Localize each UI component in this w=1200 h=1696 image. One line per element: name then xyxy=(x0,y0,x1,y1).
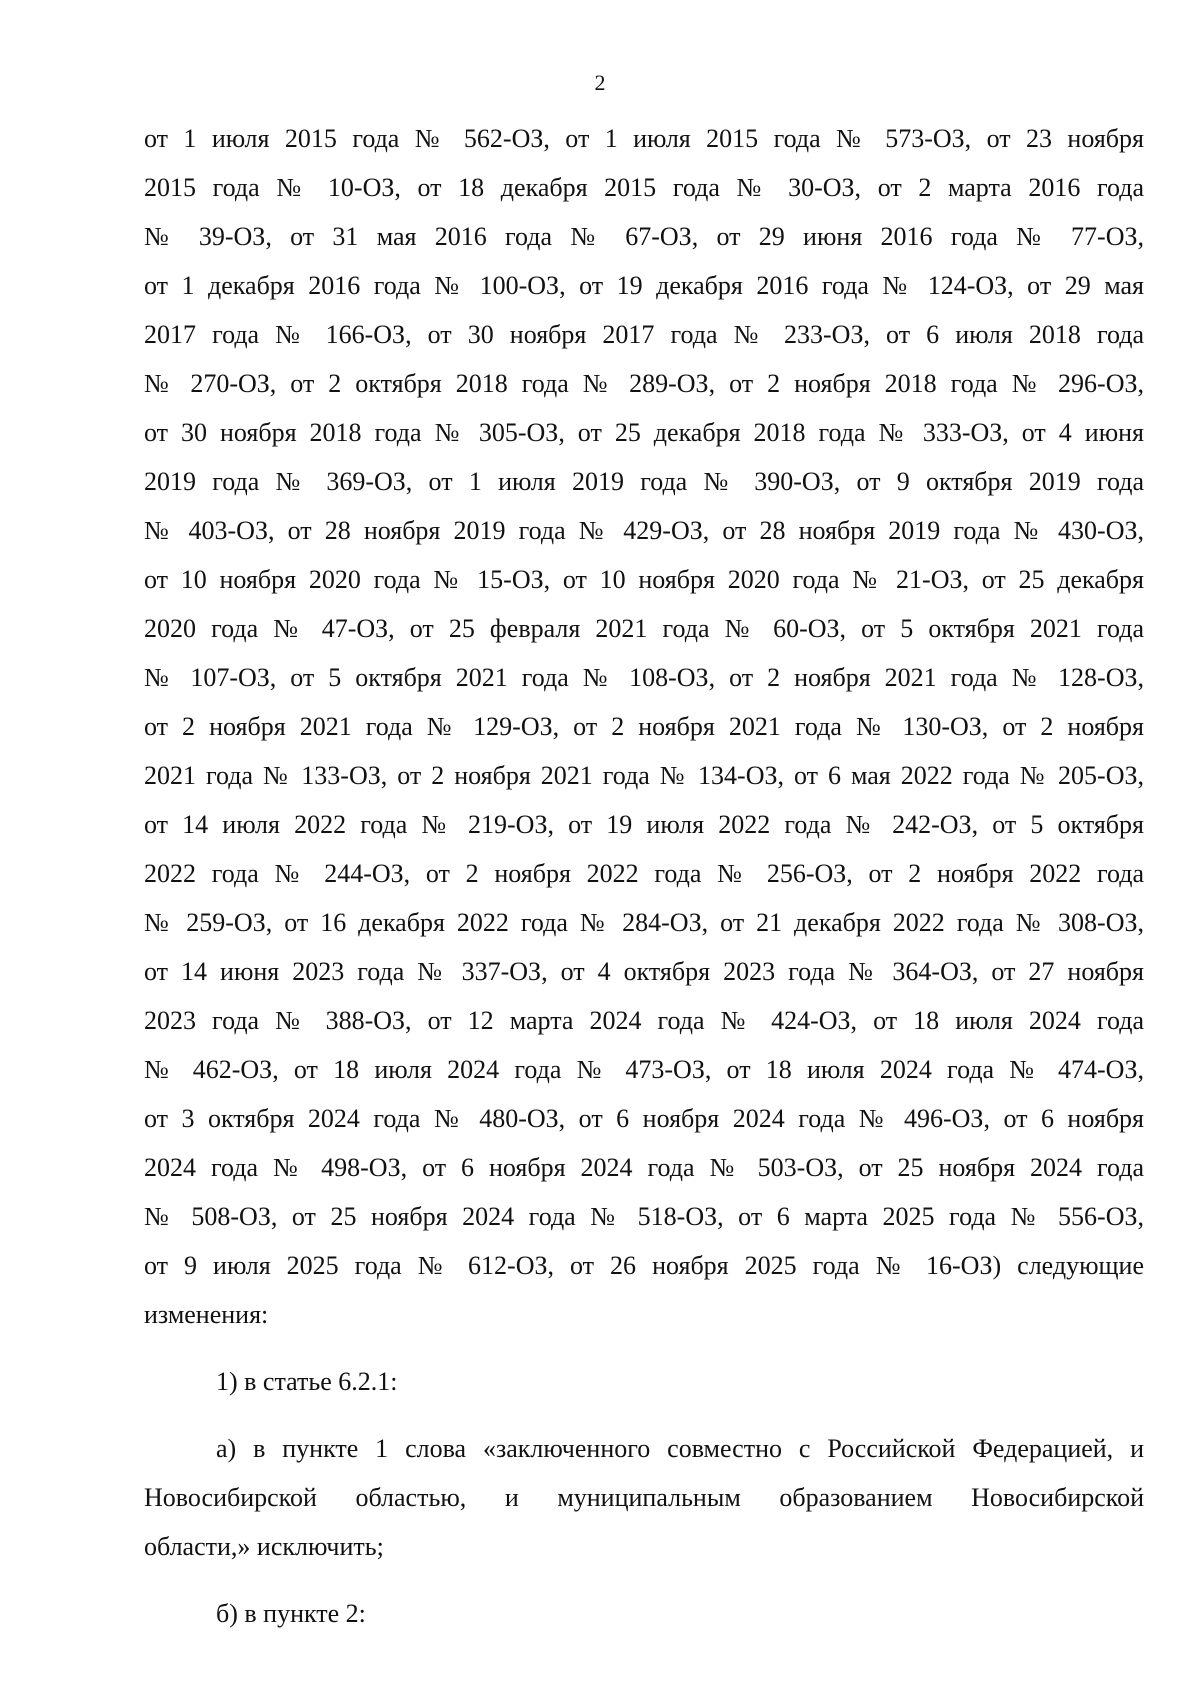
text-line: 2021 года № 133-ОЗ, от 2 ноября 2021 года № 134-ОЗ, от 6 мая 2022 года № 205-ОЗ, xyxy=(144,761,1144,790)
text-line: от 3 октября 2024 года № 480-ОЗ, от 6 ноября 2024 года № 496-ОЗ, от 6 ноября xyxy=(144,1104,1144,1133)
text-line: № 39-ОЗ, от 31 мая 2016 года № 67-ОЗ, от 29 июня 2016 года № 77-ОЗ, xyxy=(144,222,1144,251)
text-line: области,» исключить; xyxy=(144,1532,384,1561)
text-line: 2024 года № 498-ОЗ, от 6 ноября 2024 года № 503-ОЗ, от 25 ноября 2024 года xyxy=(144,1153,1144,1182)
page-number: 2 xyxy=(594,70,606,95)
text-line: 2022 года № 244-ОЗ, от 2 ноября 2022 года № 256-ОЗ, от 2 ноября 2022 года xyxy=(144,859,1144,888)
text-line: от 14 июня 2023 года № 337-ОЗ, от 4 октября 2023 года № 364-ОЗ, от 27 ноября xyxy=(144,957,1144,986)
text-line: 2015 года № 10-ОЗ, от 18 декабря 2015 года № 30-ОЗ, от 2 марта 2016 года xyxy=(144,173,1144,202)
text-line: от 14 июля 2022 года № 219-ОЗ, от 19 июля 2022 года № 242-ОЗ, от 5 октября xyxy=(144,810,1144,839)
text-line: Новосибирской областью, и муниципальным образованием Новосибирской xyxy=(144,1483,1144,1512)
text-line: 2017 года № 166-ОЗ, от 30 ноября 2017 года № 233-ОЗ, от 6 июля 2018 года xyxy=(144,320,1144,349)
text-line: № 508-ОЗ, от 25 ноября 2024 года № 518-ОЗ, от 6 марта 2025 года № 556-ОЗ, xyxy=(144,1202,1144,1231)
item-b-heading: б) в пункте 2: xyxy=(216,1599,366,1628)
document-body xyxy=(144,114,1144,1638)
text-line: № 462-ОЗ, от 18 июля 2024 года № 473-ОЗ, от 18 июля 2024 года № 474-ОЗ, xyxy=(144,1055,1144,1084)
text-line: а) в пункте 1 слова «заключенного совместно с Российской Федерацией, и xyxy=(216,1434,1144,1463)
text-line: 2019 года № 369-ОЗ, от 1 июля 2019 года № 390-ОЗ, от 9 октября 2019 года xyxy=(144,467,1144,496)
text-line: № 403-ОЗ, от 28 ноября 2019 года № 429-ОЗ, от 28 ноября 2019 года № 430-ОЗ, xyxy=(144,516,1144,545)
text-line: от 9 июля 2025 года № 612-ОЗ, от 26 ноября 2025 года № 16-ОЗ) следующие xyxy=(144,1251,1144,1280)
item-a-paragraph xyxy=(144,1424,1144,1571)
text-line: 2020 года № 47-ОЗ, от 25 февраля 2021 года № 60-ОЗ, от 5 октября 2021 года xyxy=(144,614,1144,643)
text-line: от 1 июля 2015 года № 562-ОЗ, от 1 июля 2015 года № 573-ОЗ, от 23 ноября xyxy=(144,124,1144,153)
text-line: изменения: xyxy=(144,1300,269,1329)
text-line: от 2 ноября 2021 года № 129-ОЗ, от 2 ноября 2021 года № 130-ОЗ, от 2 ноября xyxy=(144,712,1144,741)
text-line: от 10 ноября 2020 года № 15-ОЗ, от 10 ноября 2020 года № 21-ОЗ, от 25 декабря xyxy=(144,565,1144,594)
amendments-list-paragraph xyxy=(144,114,1144,1339)
text-line: № 107-ОЗ, от 5 октября 2021 года № 108-ОЗ, от 2 ноября 2021 года № 128-ОЗ, xyxy=(144,663,1144,692)
text-line: от 30 ноября 2018 года № 305-ОЗ, от 25 декабря 2018 года № 333-ОЗ, от 4 июня xyxy=(144,418,1144,447)
item-1-heading: 1) в статье 6.2.1: xyxy=(216,1367,398,1396)
text-line: № 259-ОЗ, от 16 декабря 2022 года № 284-ОЗ, от 21 декабря 2022 года № 308-ОЗ, xyxy=(144,908,1144,937)
text-line: от 1 декабря 2016 года № 100-ОЗ, от 19 декабря 2016 года № 124-ОЗ, от 29 мая xyxy=(144,271,1144,300)
text-line: № 270-ОЗ, от 2 октября 2018 года № 289-ОЗ, от 2 ноября 2018 года № 296-ОЗ, xyxy=(144,369,1144,398)
text-line: 2023 года № 388-ОЗ, от 12 марта 2024 года № 424-ОЗ, от 18 июля 2024 года xyxy=(144,1006,1144,1035)
